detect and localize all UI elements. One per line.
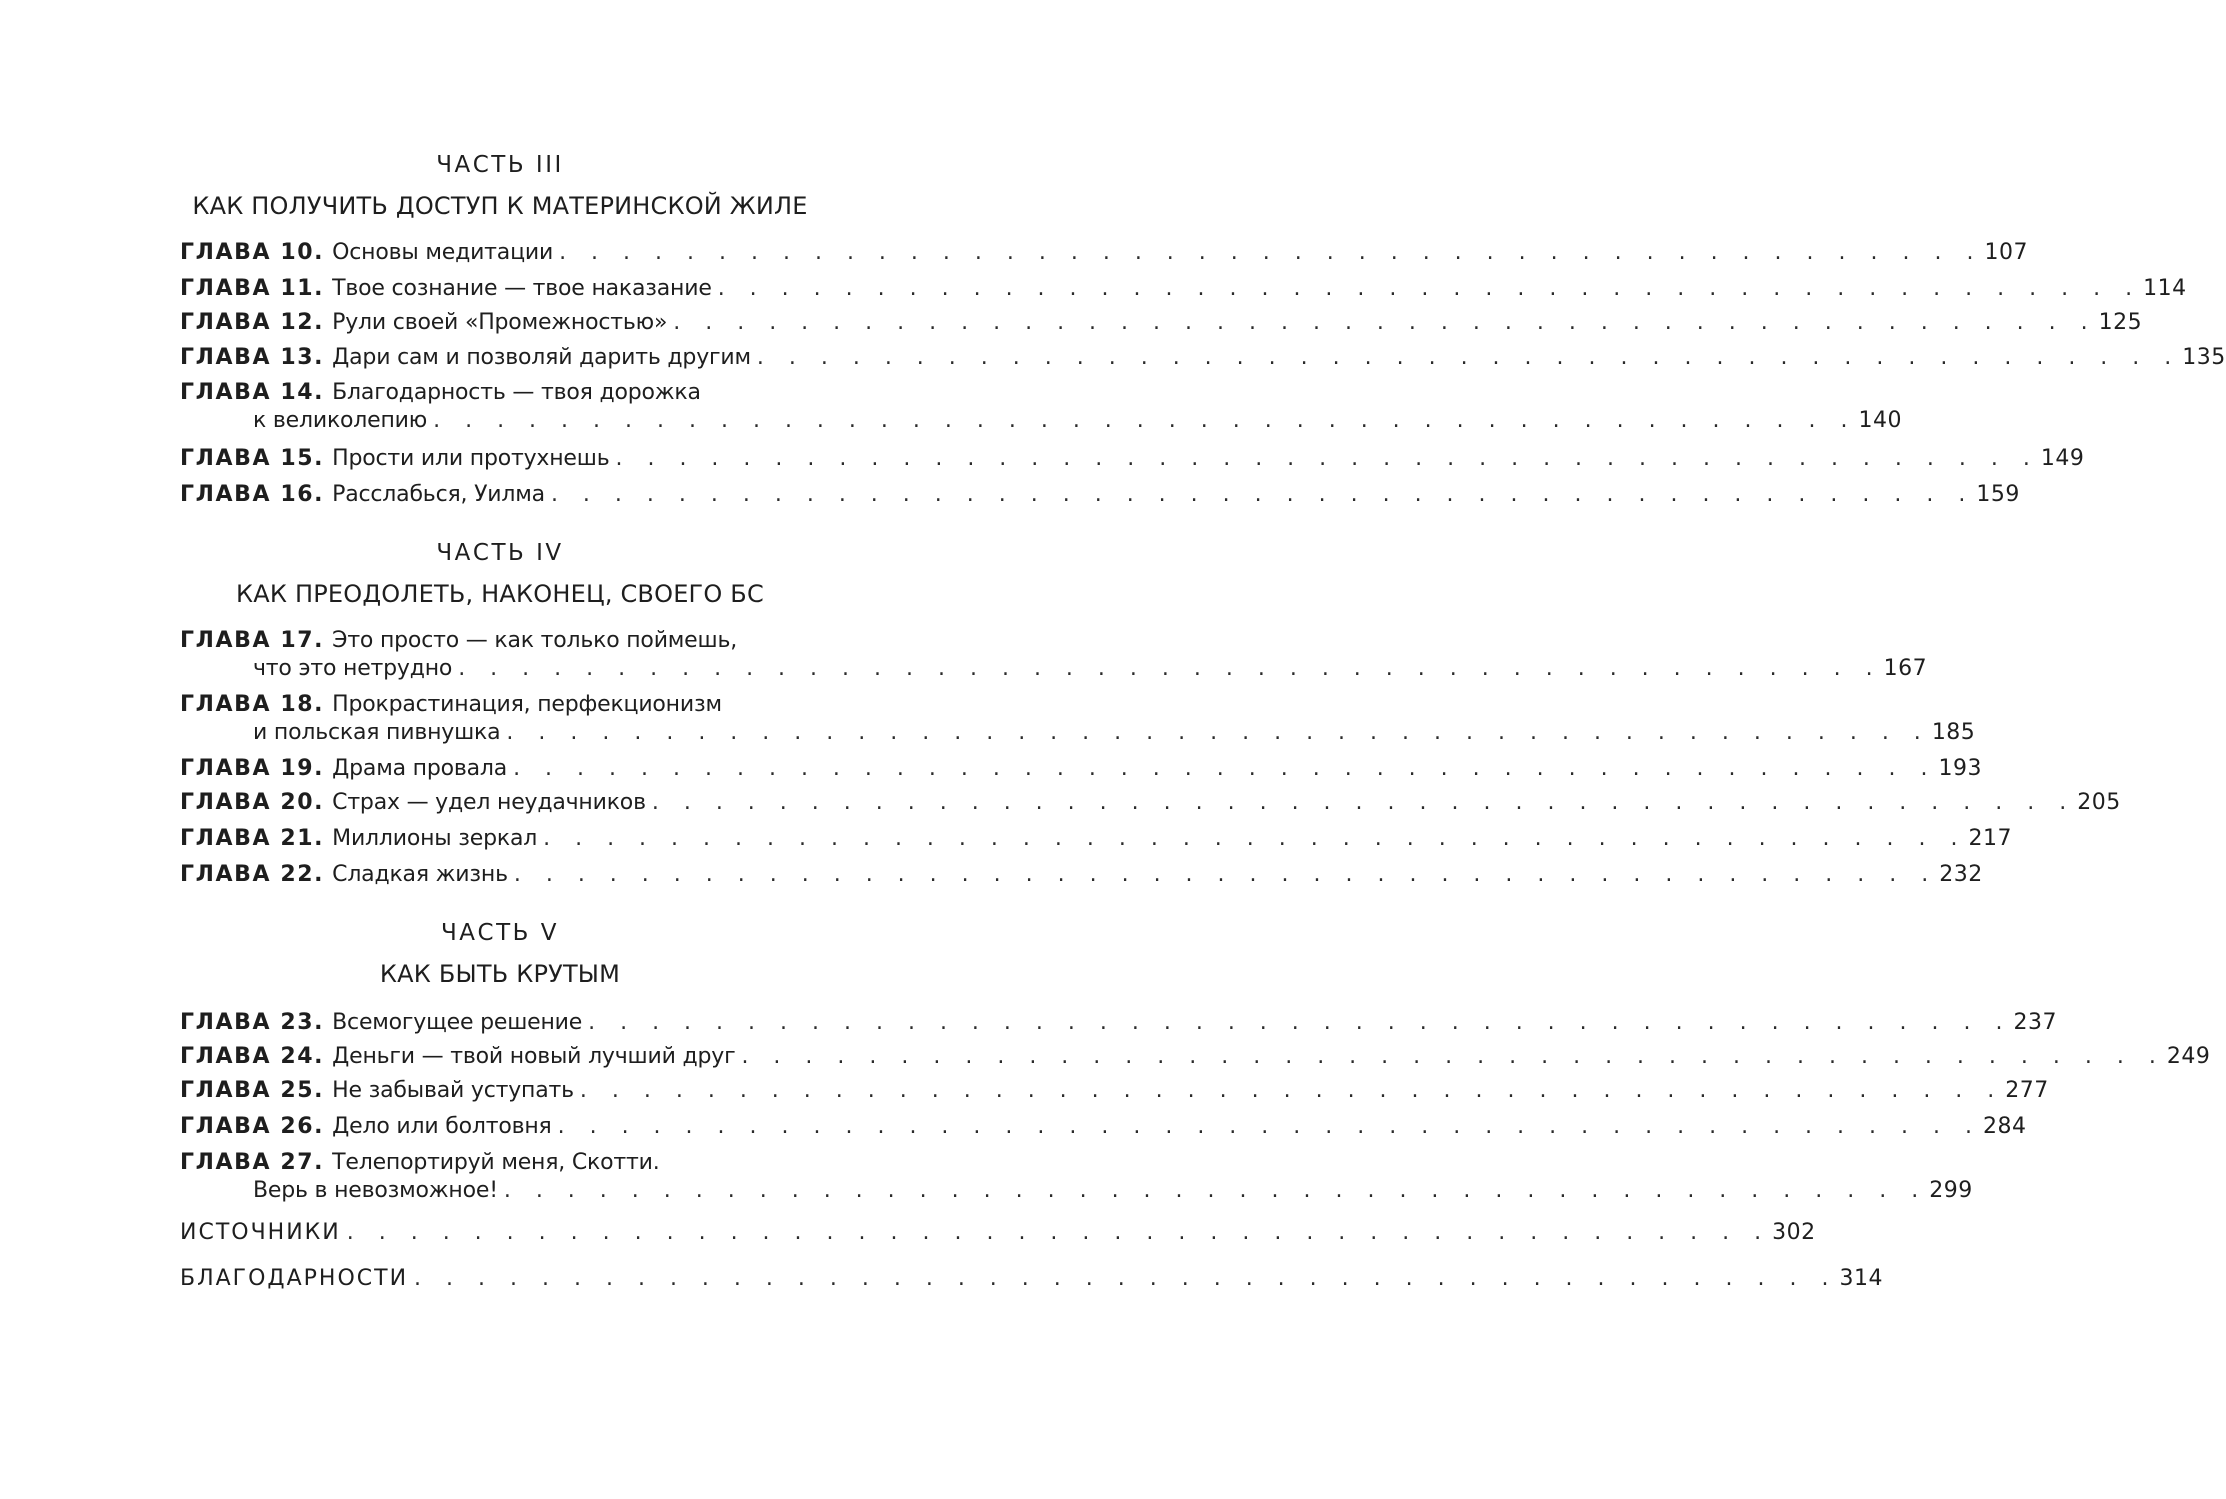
chapter-title-continued: что это нетрудно: [253, 656, 453, 681]
dot-leader: . . . . . . . . . . . . . . . . . . . . . . . . . . . . . . . . . . . . . . . . . . . . .: [458, 656, 1882, 681]
toc-entry[interactable]: [180, 826, 2012, 861]
toc-entry[interactable]: [180, 692, 1976, 755]
chapter-title: Телепортируй меня, Скотти.: [332, 1150, 660, 1175]
toc-entry-line: [180, 408, 1902, 443]
dot-leader: . . . . . . . . . . . . . . . . . . . . . . . . . . . . . . . . . . . . . . . . . . . . .: [346, 1220, 1771, 1245]
dot-leader: . . . . . . . . . . . . . . . . . . . . . . . . . . . . . . . . . . . . . . . . . . . . .: [579, 1078, 2004, 1103]
page-number: 232: [1939, 862, 1983, 887]
part-heading: ЧАСТЬ III: [436, 152, 564, 178]
toc-entry-back-matter[interactable]: [180, 1220, 1816, 1255]
back-matter-title: БЛАГОДАРНОСТИ: [180, 1266, 409, 1291]
chapter-title: Дело или болтовня: [332, 1114, 552, 1139]
chapter-title: Основы медитации: [332, 240, 554, 265]
chapter-title-continued: к великолепию: [253, 408, 428, 433]
toc-entry-line: [180, 692, 880, 720]
chapter-label: ГЛАВА 27.: [180, 1150, 325, 1175]
toc-entry-line: [180, 345, 2226, 380]
part-heading: ЧАСТЬ IV: [436, 540, 564, 566]
toc-entry-line: [180, 1220, 1816, 1255]
part-title: КАК БЫТЬ КРУТЫМ: [379, 960, 621, 988]
toc-entry[interactable]: [180, 628, 1928, 691]
toc-entry-line: [180, 310, 2143, 345]
toc-entry[interactable]: [180, 276, 2187, 311]
chapter-label: ГЛАВА 13.: [180, 345, 325, 370]
chapter-title: Деньги — твой новый лучший друг: [332, 1044, 736, 1069]
toc-entry[interactable]: [180, 862, 1983, 897]
chapter-title-continued: и польская пивнушка: [253, 720, 501, 745]
chapter-label: ГЛАВА 22.: [180, 862, 325, 887]
back-matter-title: ИСТОЧНИКИ: [180, 1220, 341, 1245]
toc-entry-line: [180, 1044, 2211, 1079]
dot-leader: . . . . . . . . . . . . . . . . . . . . . . . . . . . . . . . . . . . . . . . . . . . . .: [543, 826, 1967, 851]
dot-leader: . . . . . . . . . . . . . . . . . . . . . . . . . . . . . . . . . . . . . . . . . . . . .: [433, 408, 1857, 433]
chapter-title: Сладкая жизнь: [332, 862, 508, 887]
page-number: 135: [2182, 345, 2226, 370]
toc-entry-line: [180, 1078, 2049, 1113]
dot-leader: . . . . . . . . . . . . . . . . . . . . . . . . . . . . . . . . . . . . . . . . . . . . .: [741, 1044, 2165, 1069]
page-number: 217: [1968, 826, 2012, 851]
page-number: 299: [1929, 1178, 1973, 1203]
toc-entry[interactable]: [180, 790, 2121, 825]
toc-entry-line: [180, 482, 2020, 517]
page-number: 140: [1858, 408, 1902, 433]
chapter-label: ГЛАВА 14.: [180, 380, 325, 405]
page-number: 249: [2166, 1044, 2211, 1069]
chapter-title-continued: Верь в невозможное!: [253, 1178, 498, 1203]
toc-entry[interactable]: [180, 345, 2226, 380]
chapter-title: Прокрастинация, перфекционизм: [332, 692, 722, 717]
chapter-label: ГЛАВА 23.: [180, 1010, 325, 1035]
chapter-label: ГЛАВА 17.: [180, 628, 325, 653]
toc-entry[interactable]: [180, 380, 1902, 443]
dot-leader: . . . . . . . . . . . . . . . . . . . . . . . . . . . . . . . . . . . . . . . . . . . . .: [651, 790, 2076, 815]
toc-entry[interactable]: [180, 482, 2020, 517]
chapter-label: ГЛАВА 24.: [180, 1044, 325, 1069]
page-number: 284: [1983, 1114, 2027, 1139]
dot-leader: . . . . . . . . . . . . . . . . . . . . . . . . . . . . . . . . . . . . . . . . . . . . .: [557, 1114, 1981, 1139]
toc-entry-line: [180, 446, 2085, 481]
chapter-label: ГЛАВА 25.: [180, 1078, 325, 1103]
toc-entry[interactable]: [180, 1078, 2049, 1113]
dot-leader: . . . . . . . . . . . . . . . . . . . . . . . . . . . . . . . . . . . . . . . . . . . . .: [513, 862, 1938, 887]
chapter-title: Страх — удел неудачников: [332, 790, 646, 815]
page-number: 237: [2013, 1010, 2057, 1035]
toc-entry[interactable]: [180, 1114, 2027, 1149]
chapter-label: ГЛАВА 10.: [180, 240, 325, 265]
chapter-title: Благодарность — твоя дорожка: [332, 380, 701, 405]
page-number: 205: [2077, 790, 2121, 815]
chapter-label: ГЛАВА 21.: [180, 826, 325, 851]
page-number: 149: [2040, 446, 2085, 471]
toc-entry[interactable]: [180, 1150, 1973, 1213]
toc-entry-line: [180, 1266, 1883, 1301]
chapter-label: ГЛАВА 12.: [180, 310, 325, 335]
dot-leader: . . . . . . . . . . . . . . . . . . . . . . . . . . . . . . . . . . . . . . . . . . . . .: [615, 446, 2039, 471]
toc-entry-line: [180, 862, 1983, 897]
part-title: КАК ПРЕОДОЛЕТЬ, НАКОНЕЦ, СВОЕГО БС: [236, 580, 764, 608]
chapter-label: ГЛАВА 26.: [180, 1114, 325, 1139]
toc-entry-line: [180, 1150, 880, 1178]
chapter-title: Твое сознание — твое наказание: [332, 276, 712, 301]
page-number: 114: [2143, 276, 2187, 301]
page-number: 314: [1839, 1266, 1883, 1291]
chapter-title: Это просто — как только поймешь,: [332, 628, 738, 653]
dot-leader: . . . . . . . . . . . . . . . . . . . . . . . . . . . . . . . . . . . . . . . . . . . . .: [717, 276, 2142, 301]
page-number: 277: [2005, 1078, 2049, 1103]
part-title: КАК ПОЛУЧИТЬ ДОСТУП К МАТЕРИНСКОЙ ЖИЛЕ: [192, 192, 808, 220]
dot-leader: . . . . . . . . . . . . . . . . . . . . . . . . . . . . . . . . . . . . . . . . . . . . .: [506, 720, 1930, 745]
dot-leader: . . . . . . . . . . . . . . . . . . . . . . . . . . . . . . . . . . . . . . . . . . . . .: [588, 1010, 2012, 1035]
dot-leader: . . . . . . . . . . . . . . . . . . . . . . . . . . . . . . . . . . . . . . . . . . . . .: [513, 756, 1937, 781]
chapter-title: Всемогущее решение: [332, 1010, 583, 1035]
chapter-label: ГЛАВА 11.: [180, 276, 325, 301]
chapter-label: ГЛАВА 19.: [180, 756, 325, 781]
toc-entry-line: [180, 1114, 2027, 1149]
page-number: 185: [1931, 720, 1976, 745]
chapter-title: Драма провала: [332, 756, 508, 781]
dot-leader: . . . . . . . . . . . . . . . . . . . . . . . . . . . . . . . . . . . . . . . . . . . . .: [673, 310, 2097, 335]
page-number: 167: [1883, 656, 1928, 681]
chapter-title: Миллионы зеркал: [332, 826, 538, 851]
chapter-title: Прости или протухнешь: [332, 446, 610, 471]
toc-entry-line: [180, 240, 2028, 275]
toc-entry-line: [180, 826, 2012, 861]
page-number: 125: [2098, 310, 2143, 335]
toc-entry-line: [180, 1010, 2057, 1045]
toc-entry-line: [180, 720, 1976, 755]
page-number: 159: [1976, 482, 2020, 507]
toc-entry[interactable]: [180, 310, 2143, 345]
page-number: 302: [1772, 1220, 1816, 1245]
chapter-title: Дари сам и позволяй дарить другим: [332, 345, 751, 370]
page-number: 193: [1938, 756, 1982, 781]
part-heading: ЧАСТЬ V: [441, 920, 559, 946]
dot-leader: . . . . . . . . . . . . . . . . . . . . . . . . . . . . . . . . . . . . . . . . . . . . .: [503, 1178, 1928, 1203]
chapter-label: ГЛАВА 16.: [180, 482, 325, 507]
toc-entry-line: [180, 756, 1982, 791]
dot-leader: . . . . . . . . . . . . . . . . . . . . . . . . . . . . . . . . . . . . . . . . . . . . .: [414, 1266, 1838, 1291]
page-number: 107: [1984, 240, 2028, 265]
toc-entry-line: [180, 276, 2187, 311]
chapter-label: ГЛАВА 18.: [180, 692, 325, 717]
toc-entry[interactable]: [180, 756, 1982, 791]
dot-leader: . . . . . . . . . . . . . . . . . . . . . . . . . . . . . . . . . . . . . . . . . . . . .: [756, 345, 2181, 370]
dot-leader: . . . . . . . . . . . . . . . . . . . . . . . . . . . . . . . . . . . . . . . . . . . . .: [559, 240, 1983, 265]
chapter-label: ГЛАВА 20.: [180, 790, 325, 815]
dot-leader: . . . . . . . . . . . . . . . . . . . . . . . . . . . . . . . . . . . . . . . . . . . . .: [550, 482, 1975, 507]
toc-entry-line: [180, 380, 880, 408]
chapter-title: Не забывай уступать: [332, 1078, 574, 1103]
toc-entry-line: [180, 656, 1928, 691]
toc-entry[interactable]: [180, 1010, 2057, 1045]
chapter-title: Рули своей «Промежностью»: [332, 310, 668, 335]
toc-entry-line: [180, 790, 2121, 825]
toc-entry[interactable]: [180, 240, 2028, 275]
toc-entry[interactable]: [180, 446, 2085, 481]
toc-entry-line: [180, 1178, 1973, 1213]
chapter-title: Расслабься, Уилма: [332, 482, 545, 507]
toc-entry-line: [180, 628, 880, 656]
chapter-label: ГЛАВА 15.: [180, 446, 325, 471]
toc-entry-back-matter[interactable]: [180, 1266, 1883, 1301]
toc-entry[interactable]: [180, 1044, 2211, 1079]
